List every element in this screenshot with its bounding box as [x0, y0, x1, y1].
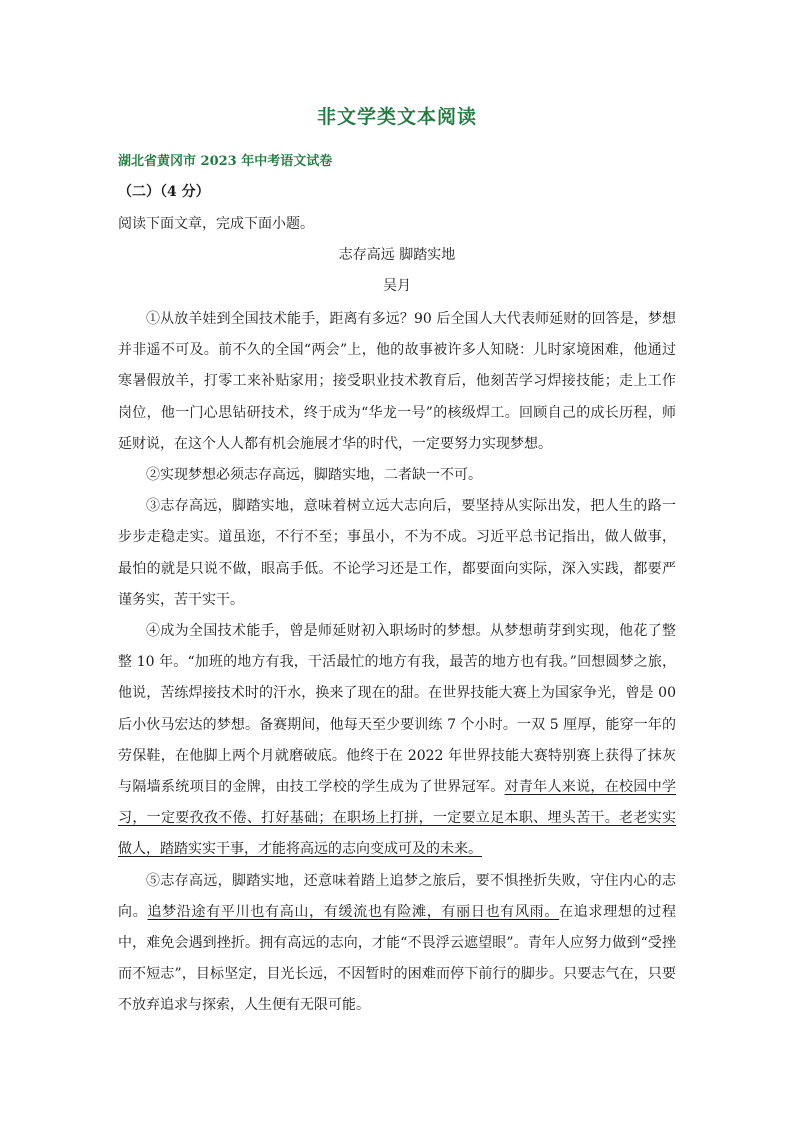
paragraph-5-underlined: 追梦沿途有平川也有高山，有缓流也有险滩，有丽日也有风雨。: [147, 903, 560, 920]
paragraph-3: ③志存高远，脚踏实地，意味着树立远大志向后，要坚持从实际出发，把人生的路一步步走稳走实。道虽迩，不行不至；事虽小，不为不成。习近平总书记指出，做人做事，最怕的就是只说不做，眼高手低。不论学习还是工作，都要面向实际，深入实践，都要严谨务实，苦干实干。: [118, 498, 676, 608]
paragraph-4: [118, 616, 676, 866]
paragraph-5-text-end: 在追求理想的过程中，难免会遇到挫折。拥有高远的志向，才能“不畏浮云遮望眼”。青年人应努力做到“受挫而不短志”，目标坚定，目光长远，不因暂时的困难而停下前行的脚步。只要志气在，只要不放弃追求与探索，人生便有无限可能。: [118, 903, 677, 1014]
paragraph-4-text: ④成为全国技术能手，曾是师延财初入职场时的梦想。从梦想萌芽到实现，他花了整整 10 年。“加班的地方有我，干活最忙的地方有我，最苦的地方也有我。”回想圆梦之旅，他说，苦练焊接技术时的汗水，换来了现在的甜。在世界技能大赛上为国家争光，曾是 00 后小伙马宏达的梦想。备赛期间，他每天至少要训练 7 个小时。一双 5 厘厚，能穿一年的劳保鞋，在他脚上两个月就磨破底。他终于在 2022 年世界技能大赛特别赛上获得了抹灰与隔墙系统项目的金牌，由技工学校的学生成为了世界冠军。: [118, 623, 676, 796]
paragraph-2: ②实现梦想必须志存高远，脚踏实地，二者缺一不可。: [146, 467, 482, 484]
paragraph-1: ①从放羊娃到全国技术能手，距离有多远？90 后全国人大代表师延财的回答是，梦想并非遥不可及。前不久的全国“两会”上，他的故事被许多人知晓：儿时家境困难，他通过寒暑假放羊，打零工来补贴家用；接受职业技术教育后，他刻苦学习焊接技能；走上工作岗位，他一门心思钻研技术，终于成为“华龙一号”的核级焊工。回顾自己的成长历程，师延财说，在这个人人都有机会施展才华的时代，一定要努力实现梦想。: [118, 311, 676, 452]
section-heading: （二）（4 分）: [118, 184, 210, 200]
paragraph-5-text: ⑤志存高远，脚踏实地，还意味着踏上追梦之旅后，要不惧挫折失败，守住内心的志向。: [118, 872, 676, 920]
paragraph-5: [118, 866, 676, 1022]
reading-instruction: 阅读下面文章，完成下面小题。: [118, 216, 314, 232]
document-title: 非文学类文本阅读: [316, 106, 477, 128]
article-title: 志存高远 脚踏实地: [338, 247, 456, 263]
exam-source: 湖北省黄冈市 2023 年中考语文试卷: [118, 154, 333, 169]
article-author: 吴月: [383, 278, 411, 294]
paragraph-4-underlined: 对青年人来说，在校园中学习，一定要孜孜不倦、打好基础；在职场上打拼，一定要立足本职、埋头苦干。老老实实做人，踏踏实实干事，才能将高远的志向变成可及的未来。: [118, 779, 677, 858]
article-body: [118, 304, 676, 1022]
